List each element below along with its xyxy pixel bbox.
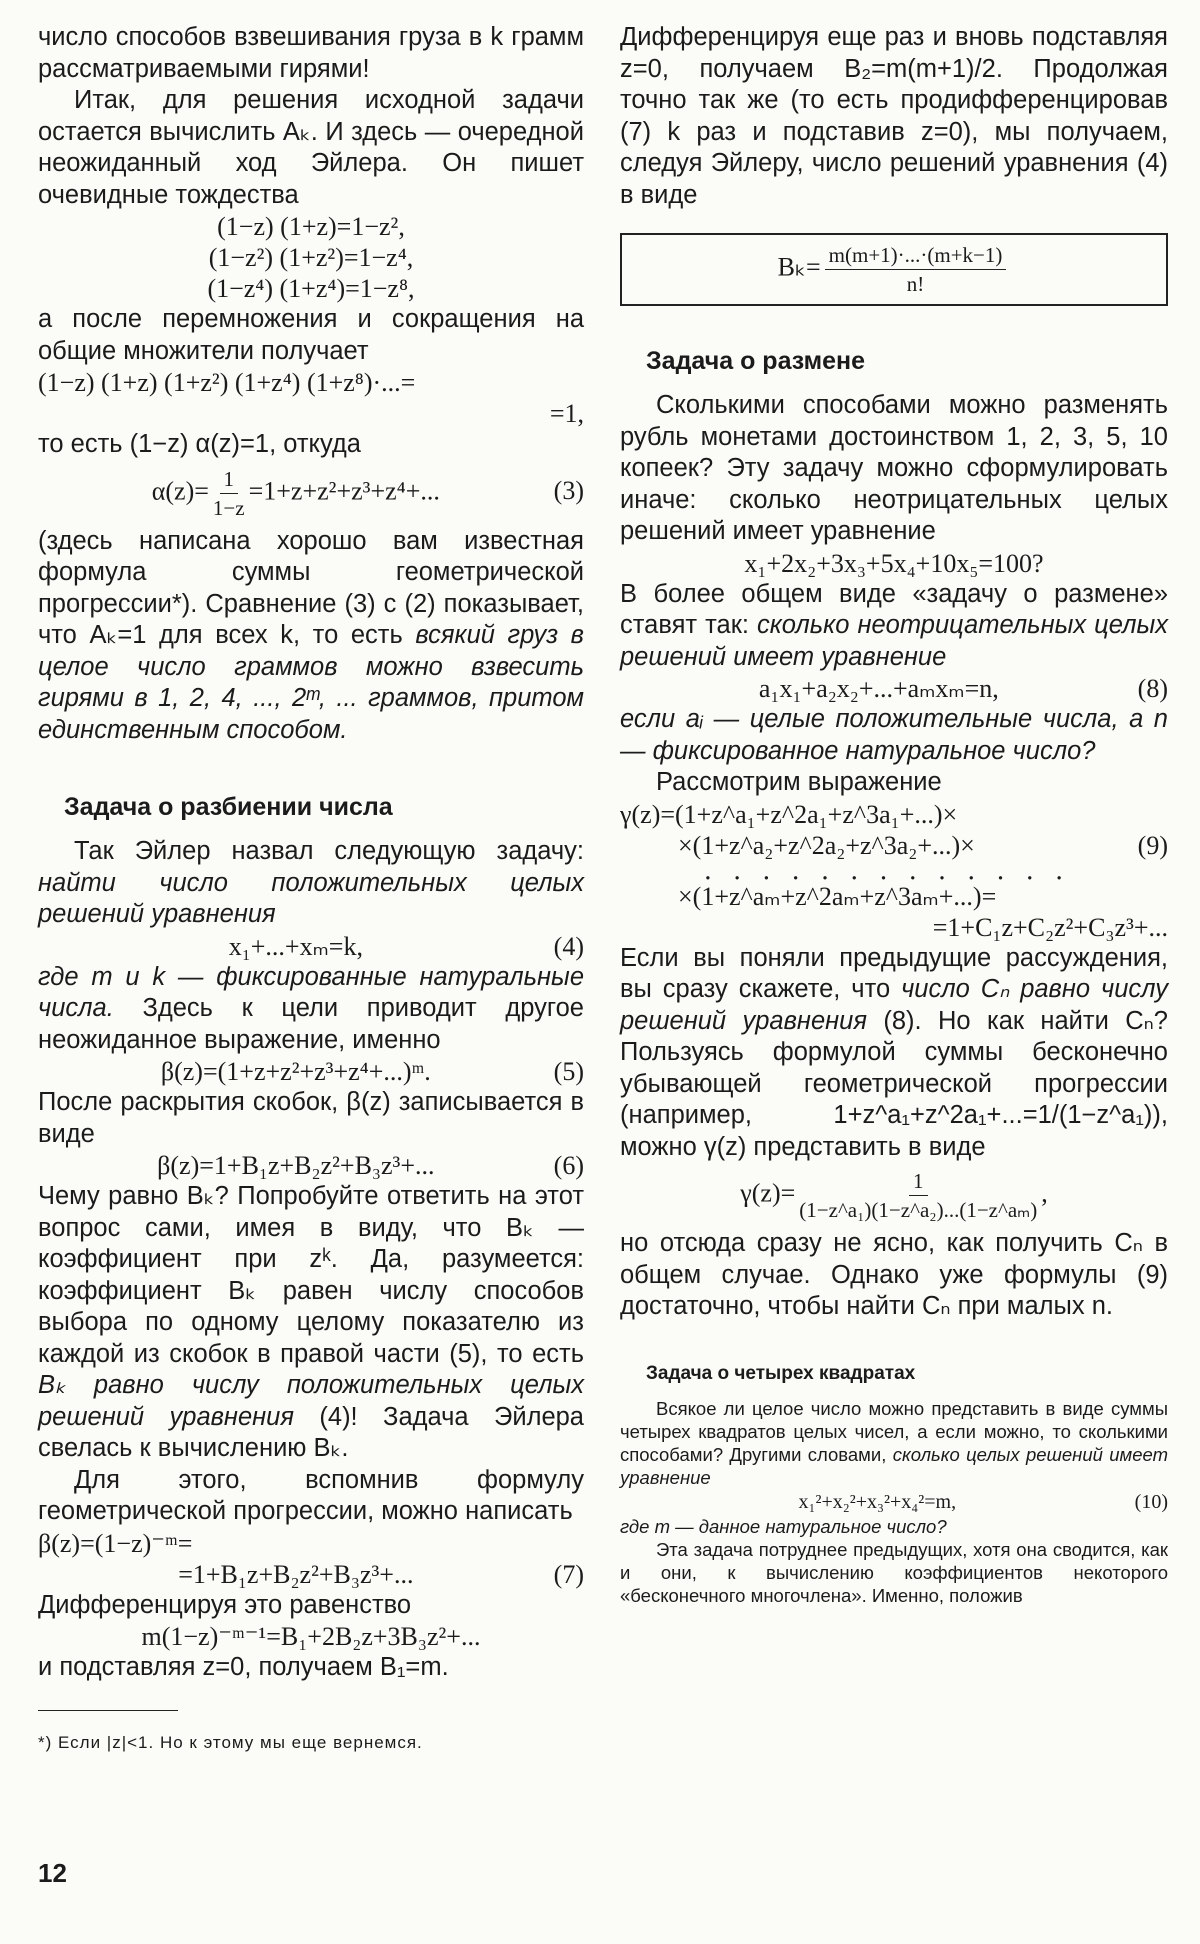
paragraph: если aᵢ — целые положительные числа, а n — фиксированное натуральное число? [620, 705, 1168, 765]
paragraph: Для этого, вспомнив формулу геометрической прогрессии, можно написать [38, 1465, 584, 1525]
paragraph: Всякое ли целое число можно представить в виде суммы четырех квадратов целых чисел, а если можно, то сколькими способами? Другими словами, сколько целых решений имеет уравнение [620, 1397, 1169, 1488]
paragraph: Итак, для решения исходной задачи остается вычислить Aₖ. И здесь — очередной неожиданный ход Эйлера. Он пишет очевидные тождества [38, 86, 584, 209]
formula-9-dots: ............. [703, 855, 1085, 886]
formula-tag: (5) [553, 1057, 584, 1086]
left-column [38, 22, 584, 1753]
paragraph: Дифференцируя это равенство [38, 1590, 412, 1619]
paragraph: Рассмотрим выражение [656, 768, 942, 796]
paragraph: Эта задача потруднее предыдущих, хотя она сводится, как и они, к вычислению коэффициентов некоторого «бесконечного многочлена». Именно, положив [620, 1538, 1168, 1606]
formula-9-line3: ×(1+z^aₘ+z^2aₘ+z^3aₘ+...)= [678, 881, 997, 911]
identity-1: (1−z) (1+z)=1−z², [217, 212, 405, 241]
formula-9-line4: =1+C₁z+C₂z²+C₃z³+... [932, 912, 1168, 942]
paragraph: Сколькими способами можно разменять рубль монетами достоинством 1, 2, 3, 5, 10 копеек? Эту задачу можно сформулировать иначе: сколько неотрицательных целых решений имеет уравнение [620, 391, 1168, 545]
formula-tag: (4) [553, 931, 584, 961]
paragraph: и подставляя z=0, получаем B₁=m. [38, 1653, 449, 1681]
paragraph: Если вы поняли предыдущие рассуждения, вы сразу скажете, что число Cₙ равно числу решений уравнения (8). Но как найти Cₙ? Пользуясь формулой суммы бесконечно убывающей геометрической прогрессии (например, 1+z^a₁+z^2a₁+...=1/(1−z^a₁)), можно γ(z) представить в виде [620, 943, 1168, 1161]
formula-8: a₁x₁+a₂x₂+...+aₘxₘ=n, (8) [758, 674, 1168, 703]
formula-tag: (3) [553, 475, 584, 505]
product-formula-result: =1, [549, 399, 584, 428]
section-heading-change: Задача о размене [646, 347, 865, 375]
identity-2: (1−z²) (1+z²)=1−z⁴, [208, 243, 414, 272]
paragraph: После раскрытия скобок, β(z) записывается в виде [38, 1088, 584, 1148]
section-heading-squares: Задача о четырех квадратах [646, 1362, 916, 1384]
right-column [620, 22, 1168, 1607]
coins-equation: x₁+2x₂+3x₃+5x₄+10x₅=100? [744, 548, 1044, 578]
paragraph: число способов взвешивания груза в k грамм рассматриваемыми гирями! [38, 23, 584, 83]
paragraph: где m и k — фиксированные натуральные числа. Здесь к цели приводит другое неожиданное выражение, именно [38, 962, 584, 1054]
paragraph: где m — данное натуральное число? [620, 1515, 947, 1537]
formula-7: =1+B₁z+B₂z²+B₃z³+... (7) [178, 1559, 584, 1589]
formula-tag: (6) [553, 1151, 584, 1180]
paragraph: Дифференцируя еще раз и вновь подставляя z=0, получаем B₂=m(m+1)/2. Продолжая точно так же (то есть продифференцировав (7) k раз и подставив z=0), мы получаем, следуя Эйлеру, число решений уравнения (4) в виде [620, 23, 1168, 209]
derivative-formula: m(1−z)⁻ᵐ⁻¹=B₁+2B₂z+3B₃z²+... [141, 1622, 481, 1651]
paragraph: В более общем виде «задачу о размене» ставят так: сколько неотрицательных целых решений имеет уравнение [620, 579, 1168, 671]
identity-3: (1−z⁴) (1+z⁴)=1−z⁸, [207, 274, 415, 303]
paragraph: а после перемножения и сокращения на общие множители получает [38, 305, 584, 365]
formula-3: α(z)= $\frac{1}{1-z}$ =1+z+z²+z³+z⁴+... (3) [151, 466, 584, 520]
paragraph: (здесь написана хорошо вам известная формула суммы геометрической прогрессии*). Сравнение (3) с (2) показывает, что Aₖ=1 для всех k, то есть всякий груз в целое число граммов можно взвесить гирями в 1, 2, 4, ..., 2ᵐ, ... граммов, притом единственным способом. [38, 526, 584, 744]
paragraph: но отсюда сразу не ясно, как получить Cₙ в общем случае. Однако уже формулы (9) достаточно, чтобы найти Cₙ при малых n. [620, 1229, 1168, 1320]
paragraph: Чему равно Bₖ? Попробуйте ответить на этот вопрос сами, имея в виду, что Bₖ — коэффициент при zᵏ. Да, разумеется: коэффициент Bₖ равен числу способов выбора по одному целому показателю из каждой из скобок в правой части (5), то есть Bₖ равно числу положительных целых решений уравнения (4)! Задача Эйлера свелась к вычислению Bₖ. [38, 1182, 584, 1462]
boxed-formula: Bₖ= $\frac{m(m+1)\cdot...\cdot(m+k-1)}{n!}$ [620, 233, 1168, 306]
footnote-rule [38, 1710, 178, 1711]
page-number: 12 [38, 1858, 67, 1888]
formula-9-line2: ×(1+z^a₂+z^2a₂+z^3a₂+...)× (9) [678, 830, 1168, 860]
formula-10: x₁²+x₂²+x₃²+x₄²=m, (10) [798, 1490, 1168, 1513]
formula-tag: (10) [1134, 1490, 1168, 1513]
formula-5: β(z)=(1+z+z²+z³+z⁴+...)ᵐ. (5) [160, 1057, 584, 1086]
formula-tag: (9) [1137, 830, 1168, 860]
product-formula: (1−z) (1+z) (1+z²) (1+z⁴) (1+z⁸)·...= [38, 368, 416, 397]
paragraph: Так Эйлер назвал следующую задачу: найти число положительных целых решений уравнения [38, 837, 584, 928]
section-heading-partition: Задача о разбиении числа [64, 793, 393, 821]
formula-4: x₁+...+xₘ=k, (4) [228, 931, 584, 961]
formula-9-line1: γ(z)=(1+z^a₁+z^2a₁+z^3a₁+...)× [620, 799, 958, 829]
formula-tag: (7) [553, 1559, 584, 1589]
formula-7a: β(z)=(1−z)⁻ᵐ= [38, 1528, 193, 1558]
paragraph: то есть (1−z) α(z)=1, откуда [38, 430, 361, 458]
generating-function-formula: γ(z)= $\frac{1}{\text{(1−z\textasciicircum{}a₁)(1−z\textasciicircum{}a₂)...(1−z\textasciicircum{}aₘ)}}$ , [740, 1169, 1048, 1222]
formula-tag: (8) [1137, 674, 1168, 703]
formula-6: β(z)=1+B₁z+B₂z²+B₃z³+... (6) [157, 1151, 584, 1180]
footnote: *) Если |z|<1. Но к этому мы еще вернемся. [38, 1732, 423, 1752]
